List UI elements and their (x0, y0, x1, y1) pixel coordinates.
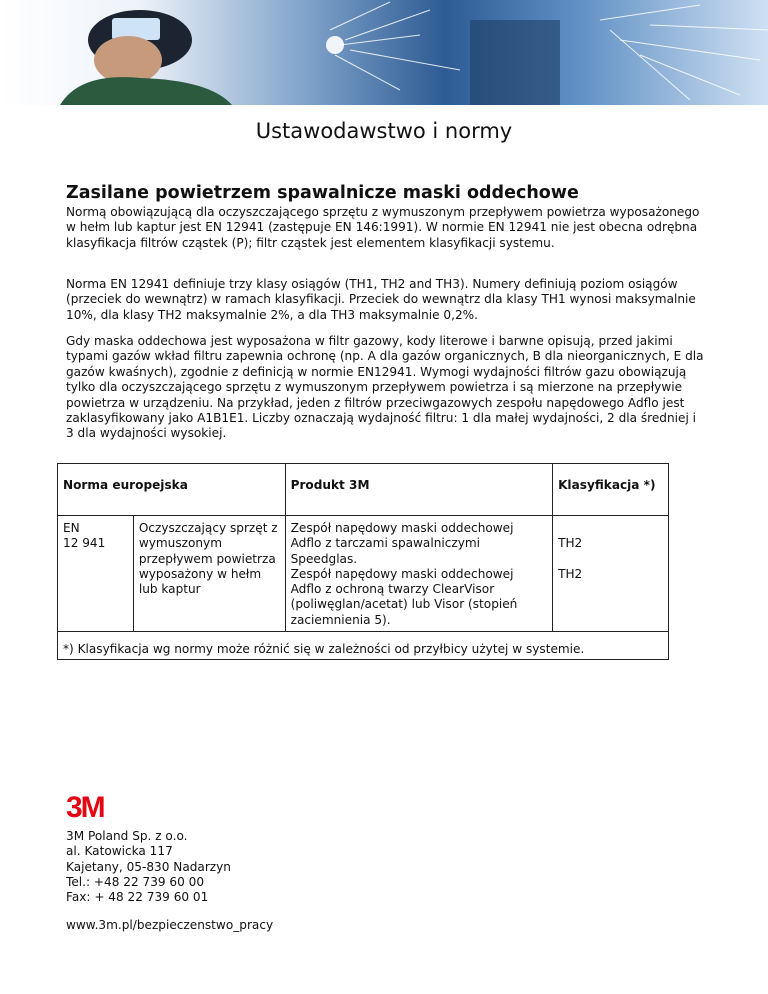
address-city: Kajetany, 05-830 Nadarzyn (66, 859, 231, 874)
norm-description-cell: Oczyszczający sprzęt z wymuszonym przepływem powietrza wyposażony w hełm lub kaptur (133, 516, 285, 632)
table-footnote: *) Klasyfikacja wg normy może różnić się w zależności od przyłbicy użytej w systemie. (58, 632, 669, 660)
standards-table (57, 463, 669, 660)
3m-logo (66, 793, 118, 823)
3m-logo-icon (66, 793, 118, 819)
table-footnote-row (58, 632, 669, 660)
website-link[interactable]: www.3m.pl/bezpieczenstwo_pracy (66, 918, 274, 932)
header-norm: Norma europejska (58, 464, 286, 516)
address-phone: Tel.: +48 22 739 60 00 (66, 874, 205, 889)
header-product: Produkt 3M (285, 464, 552, 516)
table-header-row (58, 464, 669, 516)
paragraph-gas-filters: Gdy maska oddechowa jest wyposażona w filtr gazowy, kody literowe i barwne opisują, przed jakimi typami gazów wkład filtru zapewnia ochronę (np. A dla gazów organicznych, B dla nieorganicznych, E dla gazów kwaśnych), zgodnie z definicją w normie EN12941. Wymogi wydajności filtrów gazu obowiązują tylko dla oczyszczającego sprzętu z wymuszonym przepływem powietrza i są mierzone na przepływie powietrza w urządzeniu. Na przykład, jeden z filtrów przeciwgazowych zespołu napędowego Adflo jest zaklasyfikowany jako A1B1E1. Liczby oznaczają wydajność filtru: 1 dla małej wydajności, 2 dla średniej i 3 dla wydajności wysokiej. (66, 334, 704, 441)
classification-cell: TH2 TH2 (553, 516, 669, 632)
weld-arc-glow (326, 36, 344, 54)
address-fax: Fax: + 48 22 739 60 01 (66, 890, 209, 905)
face-shape (94, 36, 162, 84)
address-company-name: 3M Poland Sp. z o.o. (66, 829, 188, 843)
second-welder-shape (470, 20, 560, 105)
paragraph-classes: Norma EN 12941 definiuje trzy klasy osiągów (TH1, TH2 and TH3). Numery definiują poziom osiągów (przeciek do wewnątrz) w ramach klasyfikacji. Przeciek do wewnątrz dla klasy TH1 wynosi maksymalnie 10%, dla klasy TH2 maksymalnie 2%, a dla TH3 maksymalnie 0,2%. (66, 277, 696, 322)
paragraph-standard: Normą obowiązującą dla oczyszczającego sprzętu z wymuszonym przepływem powietrza wyposażonego w hełm lub kaptur jest EN 12941 (zastępuje EN 146:1991). W normie EN 12941 nie jest obecna odrębna klasyfikacja filtrów cząstek (P); filtr cząstek jest elementem klasyfikacji systemu. (66, 205, 700, 250)
header-classification: Klasyfikacja *) (553, 464, 669, 516)
company-address (66, 829, 231, 905)
table-row (58, 516, 669, 632)
header-photo-banner (0, 0, 768, 105)
page-title: Ustawodawstwo i normy (255, 119, 513, 143)
shirt-shape (60, 77, 232, 105)
section-heading: Zasilane powietrzem spawalnicze maski oddechowe (66, 183, 579, 203)
product-cell: Zespół napędowy maski oddechowej Adflo z tarczami spawalniczymi Speedglas. Zespół napędowy maski oddechowej Adflo z ochroną twarzy ClearVisor (poliwęglan/acetat) lub Visor (stopień zaciemnienia 5). (285, 516, 552, 632)
norm-code-cell: EN 12 941 (58, 516, 134, 632)
welder-photo-illustration (0, 0, 768, 105)
address-street: al. Katowicka 117 (66, 844, 173, 859)
svg-text:3M: 3M (66, 793, 104, 819)
